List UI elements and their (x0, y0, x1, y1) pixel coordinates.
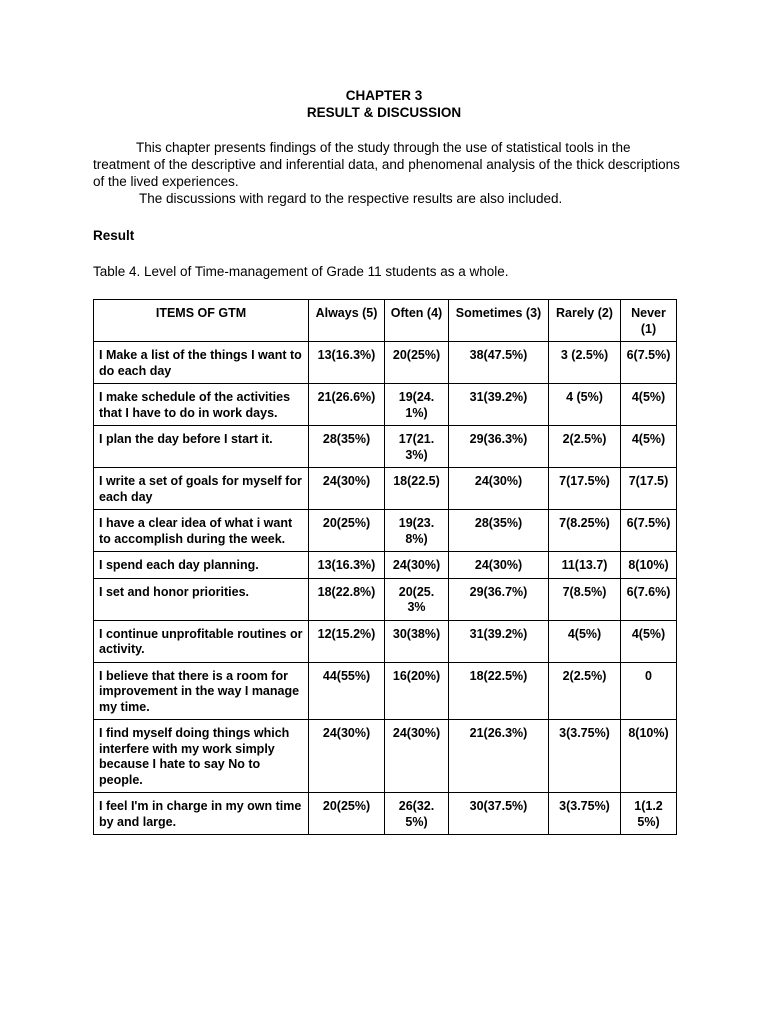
always-cell: 44(55%) (309, 662, 385, 720)
gtm-table (93, 299, 677, 835)
chapter-heading (0, 87, 768, 121)
always-cell: 24(30%) (309, 468, 385, 510)
always-cell: 20(25%) (309, 510, 385, 552)
often-cell: 24(30%) (385, 552, 449, 579)
sometimes-cell: 31(39.2%) (449, 620, 549, 662)
table-row (94, 384, 677, 426)
never-cell: 7(17.5) (621, 468, 677, 510)
header-often: Often (4) (385, 300, 449, 342)
item-cell: I continue unprofitable routines or activity. (94, 620, 309, 662)
sometimes-cell: 31(39.2%) (449, 384, 549, 426)
sometimes-cell: 29(36.7%) (449, 578, 549, 620)
table-row (94, 793, 677, 835)
never-cell: 6(7.6%) (621, 578, 677, 620)
often-cell: 24(30%) (385, 720, 449, 793)
often-cell: 26(32.5%) (385, 793, 449, 835)
never-cell: 1(1.25%) (621, 793, 677, 835)
item-cell: I Make a list of the things I want to do each day (94, 342, 309, 384)
often-cell: 16(20%) (385, 662, 449, 720)
rarely-cell: 3 (2.5%) (549, 342, 621, 384)
rarely-cell: 2(2.5%) (549, 662, 621, 720)
rarely-cell: 7(17.5%) (549, 468, 621, 510)
rarely-cell: 3(3.75%) (549, 720, 621, 793)
always-cell: 18(22.8%) (309, 578, 385, 620)
never-cell: 4(5%) (621, 384, 677, 426)
table-header-row (94, 300, 677, 342)
intro-text (93, 139, 683, 207)
often-cell: 19(24.1%) (385, 384, 449, 426)
table-row (94, 578, 677, 620)
header-always: Always (5) (309, 300, 385, 342)
table-row (94, 426, 677, 468)
chapter-title: RESULT & DISCUSSION (306, 105, 462, 120)
never-cell: 6(7.5%) (621, 342, 677, 384)
section-heading-result: Result (93, 228, 135, 243)
rarely-cell: 7(8.25%) (549, 510, 621, 552)
sometimes-cell: 18(22.5%) (449, 662, 549, 720)
table-row (94, 342, 677, 384)
table-row (94, 620, 677, 662)
item-cell: I spend each day planning. (94, 552, 309, 579)
never-cell: 4(5%) (621, 426, 677, 468)
always-cell: 20(25%) (309, 793, 385, 835)
rarely-cell: 7(8.5%) (549, 578, 621, 620)
item-cell: I set and honor priorities. (94, 578, 309, 620)
sometimes-cell: 29(36.3%) (449, 426, 549, 468)
rarely-cell: 4(5%) (549, 620, 621, 662)
never-cell: 4(5%) (621, 620, 677, 662)
header-sometimes: Sometimes (3) (449, 300, 549, 342)
item-cell: I have a clear idea of what i want to accomplish during the week. (94, 510, 309, 552)
table-row (94, 662, 677, 720)
never-cell: 6(7.5%) (621, 510, 677, 552)
often-cell: 20(25.3% (385, 578, 449, 620)
rarely-cell: 2(2.5%) (549, 426, 621, 468)
often-cell: 17(21.3%) (385, 426, 449, 468)
often-cell: 30(38%) (385, 620, 449, 662)
sometimes-cell: 30(37.5%) (449, 793, 549, 835)
intro-paragraph-2: The discussions with regard to the respective results are also included. (139, 191, 563, 206)
sometimes-cell: 21(26.3%) (449, 720, 549, 793)
item-cell: I believe that there is a room for improvement in the way I manage my time. (94, 662, 309, 720)
table-row (94, 468, 677, 510)
sometimes-cell: 38(47.5%) (449, 342, 549, 384)
never-cell: 0 (621, 662, 677, 720)
header-items: ITEMS OF GTM (94, 300, 309, 342)
sometimes-cell: 24(30%) (449, 468, 549, 510)
table-caption: Table 4. Level of Time-management of Grade 11 students as a whole. (93, 264, 509, 279)
item-cell: I feel I'm in charge in my own time by and large. (94, 793, 309, 835)
table-row (94, 510, 677, 552)
always-cell: 21(26.6%) (309, 384, 385, 426)
item-cell: I find myself doing things which interfere with my work simply because I hate to say No to people. (94, 720, 309, 793)
item-cell: I write a set of goals for myself for each day (94, 468, 309, 510)
sometimes-cell: 24(30%) (449, 552, 549, 579)
table-row (94, 552, 677, 579)
always-cell: 12(15.2%) (309, 620, 385, 662)
sometimes-cell: 28(35%) (449, 510, 549, 552)
always-cell: 13(16.3%) (309, 552, 385, 579)
often-cell: 20(25%) (385, 342, 449, 384)
rarely-cell: 3(3.75%) (549, 793, 621, 835)
header-rarely: Rarely (2) (549, 300, 621, 342)
rarely-cell: 4 (5%) (549, 384, 621, 426)
header-never: Never (1) (621, 300, 677, 342)
item-cell: I make schedule of the activities that I have to do in work days. (94, 384, 309, 426)
never-cell: 8(10%) (621, 552, 677, 579)
never-cell: 8(10%) (621, 720, 677, 793)
chapter-number: CHAPTER 3 (345, 88, 423, 103)
rarely-cell: 11(13.7) (549, 552, 621, 579)
item-cell: I plan the day before I start it. (94, 426, 309, 468)
always-cell: 24(30%) (309, 720, 385, 793)
often-cell: 18(22.5) (385, 468, 449, 510)
table-row (94, 720, 677, 793)
intro-paragraph-1: This chapter presents findings of the study through the use of statistical tools in the treatment of the descriptive and inferential data, and phenomenal analysis of the thick descriptions of the lived experiences. (93, 140, 680, 189)
often-cell: 19(23.8%) (385, 510, 449, 552)
always-cell: 28(35%) (309, 426, 385, 468)
always-cell: 13(16.3%) (309, 342, 385, 384)
